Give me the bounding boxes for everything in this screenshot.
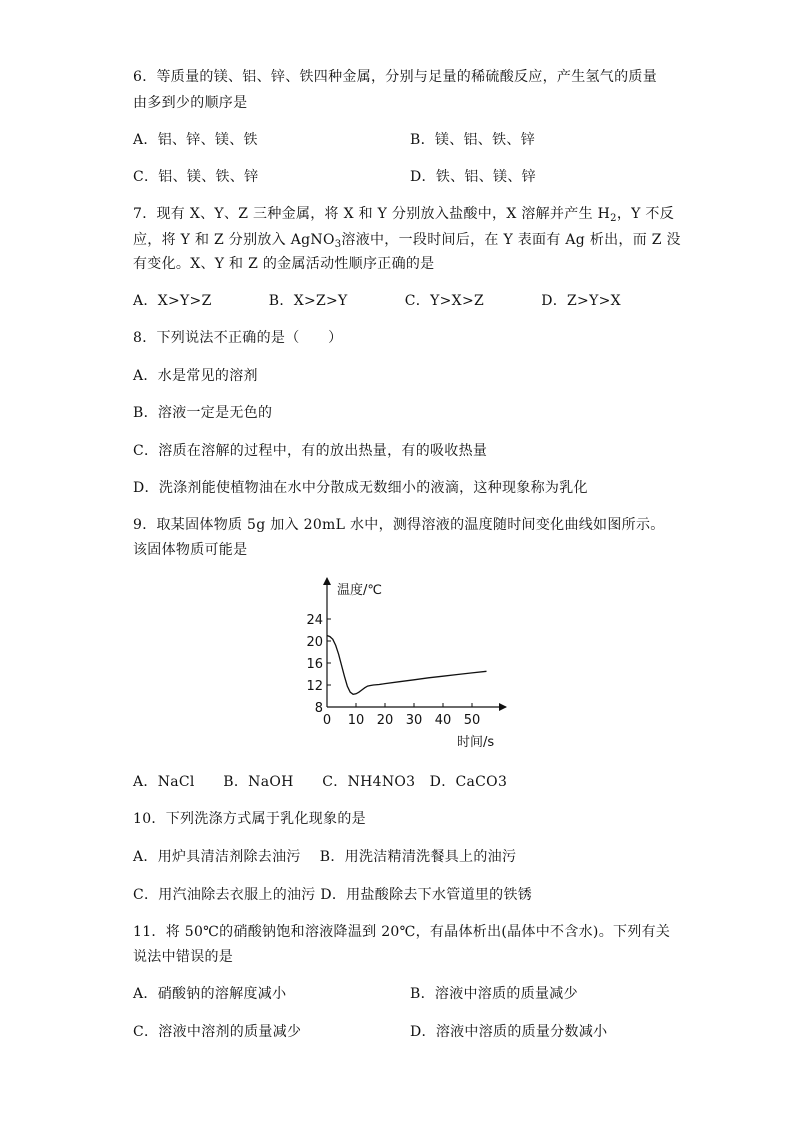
x-tick-label: 20 — [376, 713, 394, 728]
q8-option-c: C．溶质在溶解的过程中，有的放出热量，有的吸收热量 — [133, 443, 488, 459]
q8-option-b: B．溶液一定是无色的 — [133, 405, 273, 421]
q11-option-c: C．溶液中溶剂的质量减少 — [133, 1024, 302, 1040]
q9-stem-line2: 该固体物质可能是 — [133, 542, 248, 558]
y-tick-label: 24 — [306, 613, 323, 628]
q8-option-a: A．水是常见的溶剂 — [133, 368, 258, 384]
q11-stem-line2: 说法中错误的是 — [133, 949, 234, 965]
q10-stem: 10．下列洗涤方式属于乳化现象的是 — [133, 811, 366, 827]
q6-option-c: C．铝、镁、铁、锌 — [133, 169, 259, 185]
x-axis-label: 时间/s — [457, 735, 495, 750]
q7-stem-line2: 应，将 Y 和 Z 分别放入 AgNO$_3$溶液中，一段时间后，在 Y 表面有 Ag 析出，而 Z 没 — [133, 232, 681, 250]
x-tick-label: 50 — [463, 713, 481, 728]
q11-option-b: B．溶液中溶质的质量减少 — [410, 986, 578, 1002]
q11-option-a: A．硝酸钠的溶解度减小 — [133, 986, 287, 1002]
q7-stem-line3: 有变化。X、Y 和 Z 的金属活动性顺序正确的是 — [133, 256, 435, 272]
q6-option-d: D．铁、铝、镁、锌 — [410, 169, 536, 185]
x-tick-label: 30 — [405, 713, 423, 728]
y-tick-label: 12 — [306, 679, 323, 694]
q6-stem-line1: 6．等质量的镁、铝、锌、铁四种金属，分别与足量的稀硫酸反应，产生氢气的质量 — [133, 69, 658, 85]
y-axis-label: 温度/℃ — [337, 583, 382, 598]
y-tick-label: 16 — [306, 657, 323, 672]
q6-option-b: B．镁、铝、铁、锌 — [410, 132, 535, 148]
x-tick-label: 10 — [347, 713, 365, 728]
q7-stem-line1: 7．现有 X、Y、Z 三种金属，将 X 和 Y 分别放入盐酸中，X 溶解并产生 $H_2$，Y 不反 — [133, 206, 675, 224]
q9-options: A．NaCl B．NaOH C．NH4NO3 D．CaCO3 — [133, 774, 508, 790]
q7-options: A．X>Y>Z B．X>Z>Y C．Y>X>Z D．Z>Y>X — [133, 293, 621, 309]
q10-options-ab: A．用炉具清洁剂除去油污 B．用洗洁精清洗餐具上的油污 — [133, 849, 517, 865]
q11-stem-line1: 11．将 50℃的硝酸钠饱和溶液降温到 20℃，有晶体析出(晶体中不含水)。下列有关 — [133, 924, 671, 940]
temperature-curve — [327, 636, 487, 695]
q10-options-cd: C．用汽油除去衣服上的油污 D．用盐酸除去下水管道里的铁锈 — [133, 887, 533, 903]
q6-option-a: A．铝、锌、镁、铁 — [133, 132, 258, 148]
temperature-time-chart — [300, 572, 520, 757]
q8-stem: 8．下列说法不正确的是（ ） — [133, 330, 343, 346]
y-tick-label: 20 — [306, 635, 323, 650]
x-tick-label: 40 — [434, 713, 452, 728]
q6-stem-line2: 由多到少的顺序是 — [133, 95, 248, 111]
q8-option-d: D．洗涤剂能使植物油在水中分散成无数细小的液滴，这种现象称为乳化 — [133, 480, 588, 496]
q9-stem-line1: 9．取某固体物质 5g 加入 20mL 水中，测得溶液的温度随时间变化曲线如图所示。 — [133, 517, 665, 533]
y-tick-label: 8 — [314, 701, 323, 716]
q11-option-d: D．溶液中溶质的质量分数减小 — [410, 1024, 608, 1040]
x-tick-label: 0 — [322, 713, 332, 728]
